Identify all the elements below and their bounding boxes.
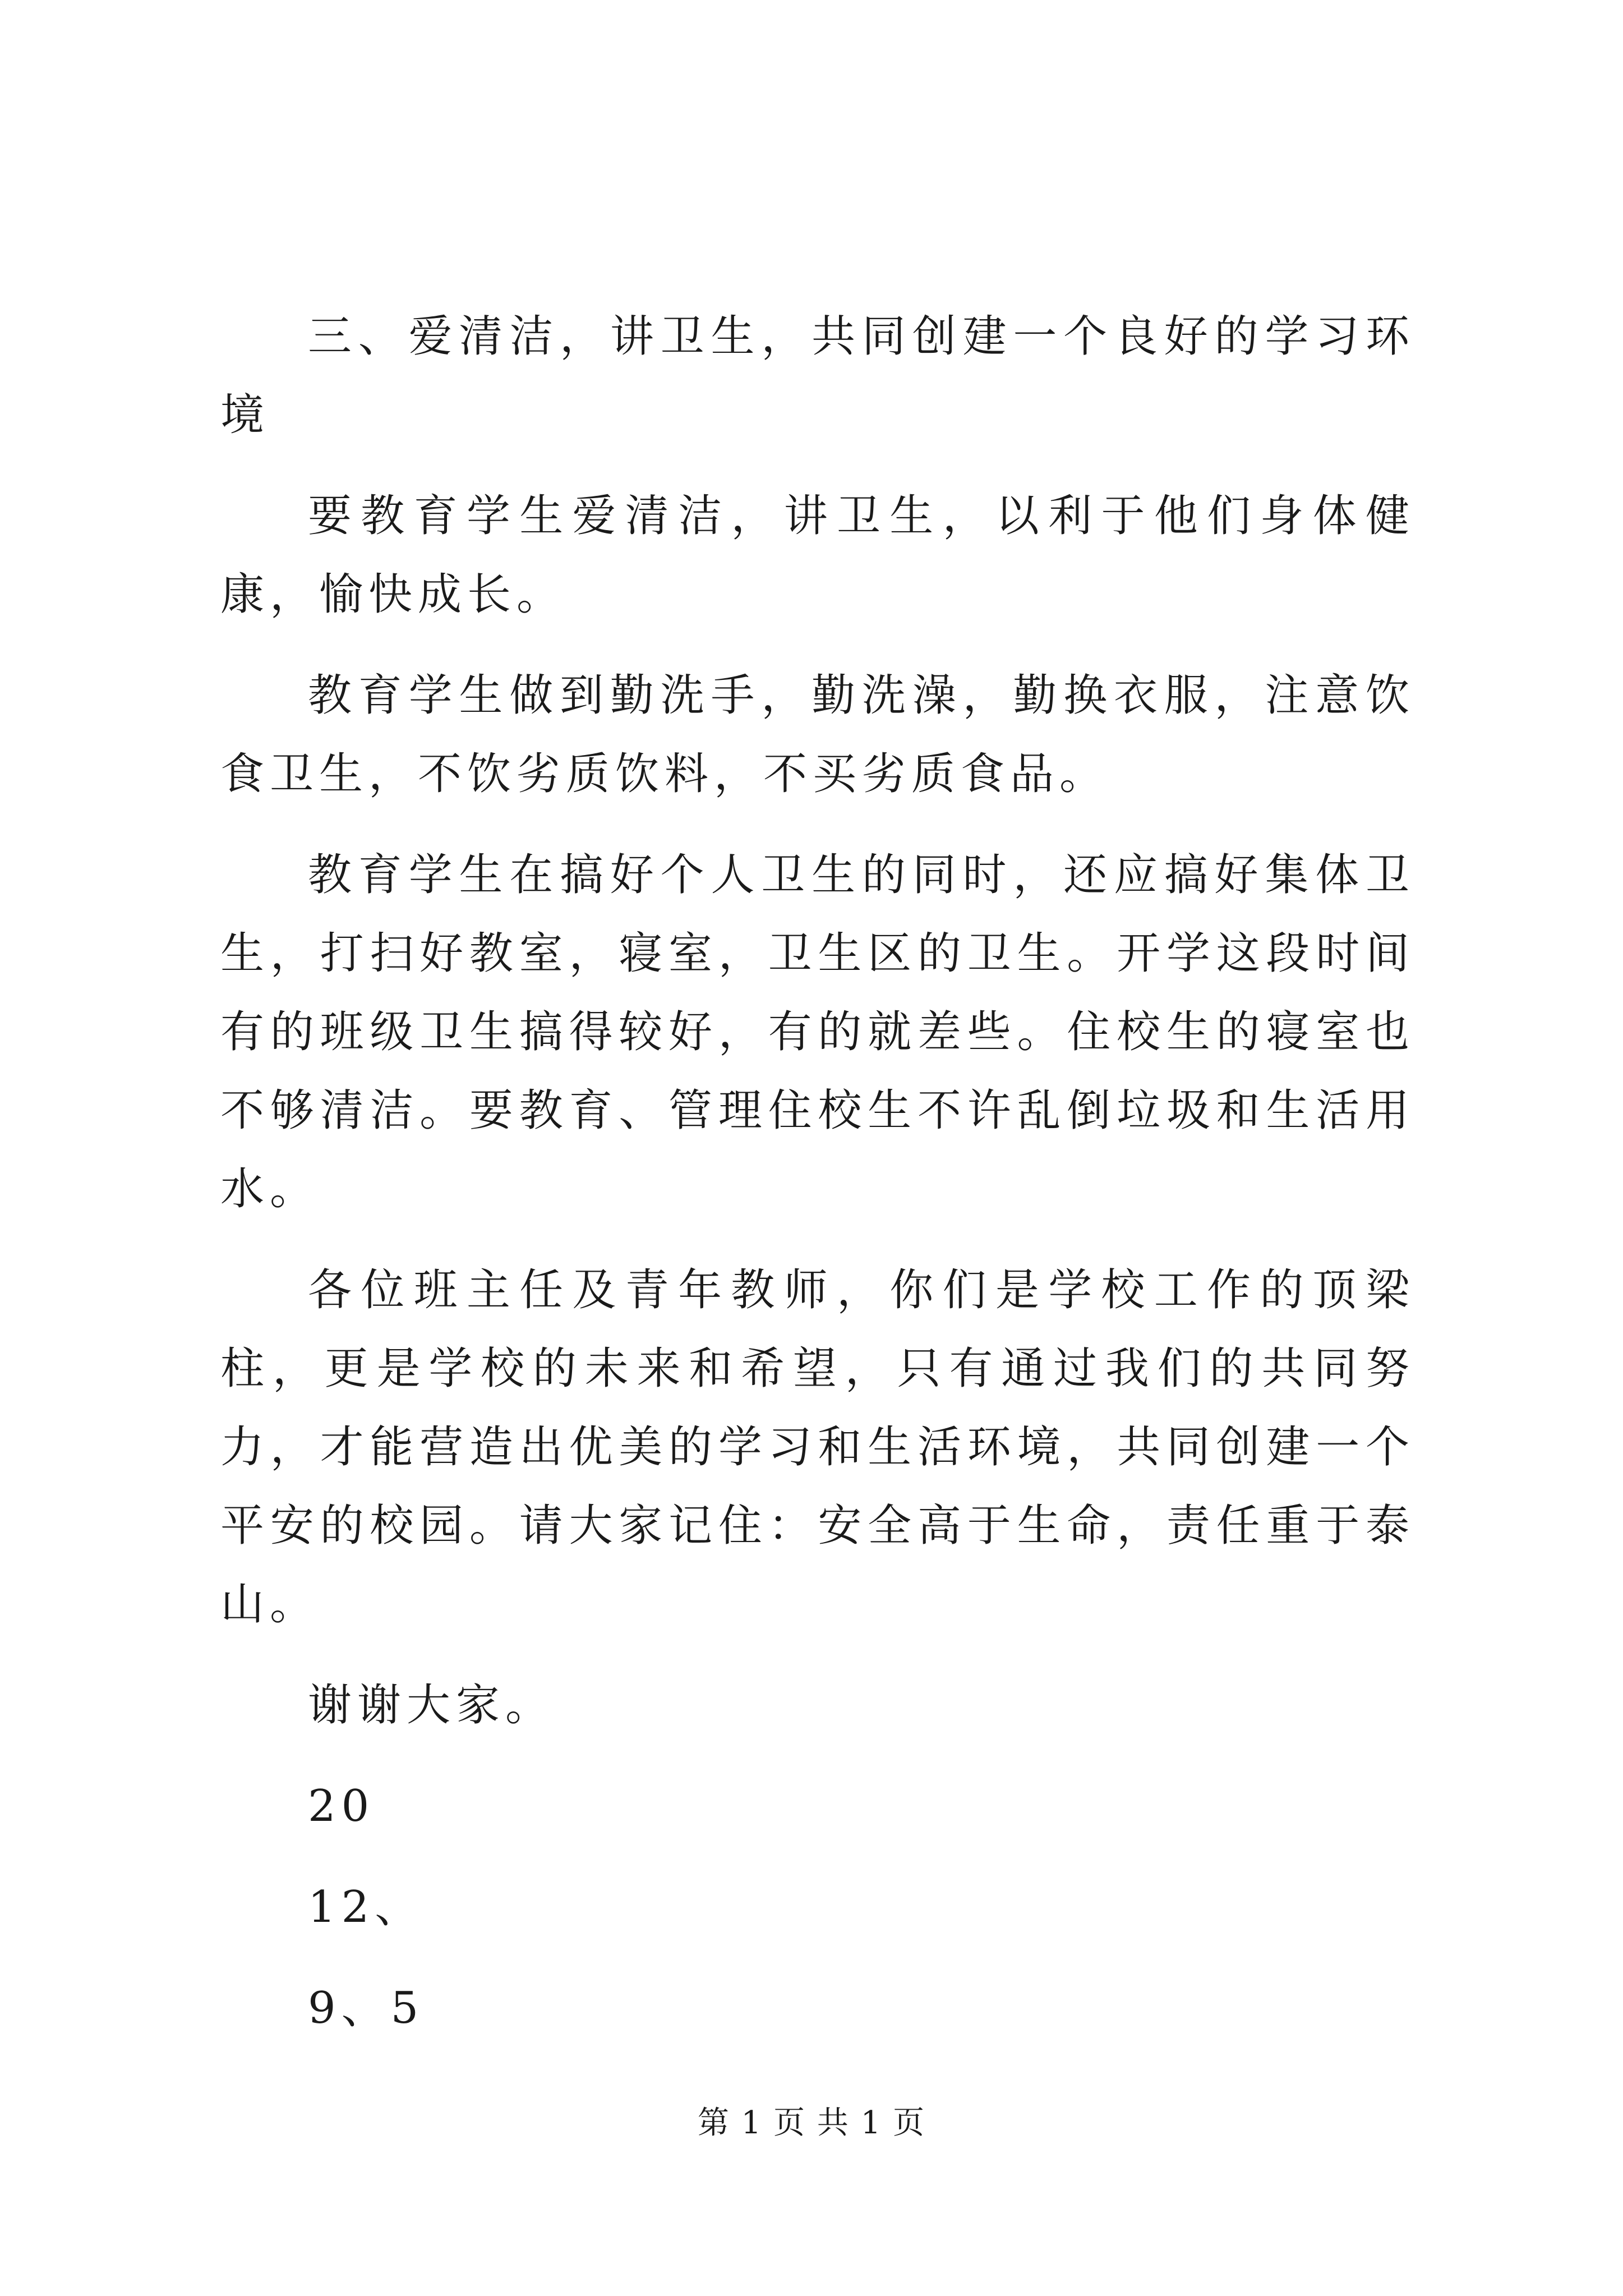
- paragraph-1: 要教育学生爱清洁，讲卫生，以利于他们身体健康，愉快成长。: [220, 491, 1415, 620]
- date-line-2: 12、: [308, 1882, 425, 1932]
- paragraph-4: 各位班主任及青年教师，你们是学校工作的顶梁柱，更是学校的未来和希望，只有通过我们的共同努力，才能营造出优美的学习和生活环境，共同创建一个平安的校园。请大家记住：安全高于生命，责任重于泰山。: [220, 1265, 1415, 1630]
- paragraph-3: 教育学生在搞好个人卫生的同时，还应搞好集体卫生，打扫好教室，寝室，卫生区的卫生。开学这段时间有的班级卫生搞得较好，有的就差些。住校生的寝室也不够清洁。要教育、管理住校生不许乱倒垃圾和生活用水。: [220, 850, 1415, 1214]
- closing-line: 谢谢大家。: [308, 1680, 555, 1731]
- paragraph-2: 教育学生做到勤洗手，勤洗澡，勤换衣服，注意饮食卫生，不饮劣质饮料，不买劣质食品。: [220, 670, 1415, 799]
- page-footer: 第 1 页 共 1 页: [697, 2105, 926, 2141]
- date-line-1: 20: [308, 1781, 375, 1832]
- document-body: [220, 297, 1415, 2070]
- date-line-3: 9、5: [308, 1983, 425, 2033]
- section-heading: 三、爱清洁，讲卫生，共同创建一个良好的学习环境: [220, 311, 1415, 440]
